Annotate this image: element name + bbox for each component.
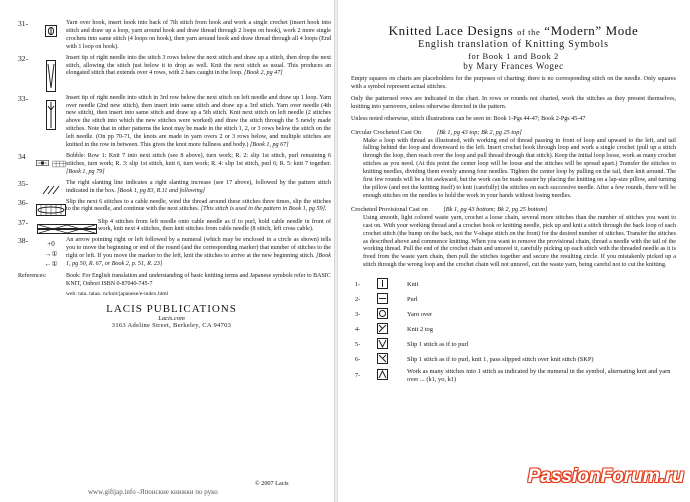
entry-reference: [This stitch is used in the pattern in Book 1, pg 59]. (200, 206, 327, 213)
entry-number: 37- (18, 217, 29, 227)
symbol-entry-36 (18, 199, 331, 216)
publisher-site: Lacis.com (158, 314, 185, 322)
symbol-entry-33 (18, 95, 331, 150)
entry-text: Slip the next 6 stitches to a cable needle, wind the thread around these stitches three times, slip the stitches to the right needle, and continue with the next stitches. (66, 198, 331, 213)
move-marker-plus-zero: +0 (47, 240, 55, 249)
book-title (351, 24, 676, 39)
entry-number: 35- (18, 178, 29, 188)
symbol-row-increase (351, 368, 676, 384)
right-page (337, 0, 690, 502)
section-title: Circular Crocheted Cast On (351, 128, 422, 136)
intro-paragraph-3: Unless noted otherwise, stitch illustrations can be seen in: Book 1-Pgs 44-47; Book 2-Pgs 45-47 (351, 115, 586, 122)
symbol-entry-32 (18, 55, 331, 92)
section-reference: [Bk 1, pg 43 top; Bk 2, pg 25 top] (436, 128, 522, 136)
section-title: Crocheted Provisional Cast on (351, 205, 428, 213)
references (18, 273, 331, 289)
knot-stitch-symbol-icon (36, 95, 66, 130)
references-label: References: (18, 273, 47, 280)
entry-reference: [Book 1, pg 67] (249, 142, 289, 149)
left-page (0, 0, 337, 502)
symbol-row-knit-2-tog (351, 323, 676, 336)
knit-symbol-icon (377, 278, 407, 291)
symbol-label: Knit (407, 280, 419, 288)
entry-text: The right slanting line indicates a right slanting increase (see 17 above), followed by the pattern stitch indicated in the box. (66, 179, 331, 194)
entry-number: 34 (18, 151, 26, 161)
symbol-label: Work as many stitches into 1 stitch as indicated by the numeral in the symbol, alternating knit and yarn over ... (k1, yo, k1) (407, 368, 671, 383)
section-text-provisional-cast-on: Using smooth, light colored waste yarn, crochet a loose chain, several more stitches than the number of stitches you want to cast on. With your working thread and a crochet hook or knitting needle, pick up and knit a stitch through the back loop of each crochet stitch (the bump on the back, not the V-shape stitch on the front) for the desired number of stitches. Transfer the stitches as described above and commence knitting. When you want to remove the provisional chain, thread a needle with the tail of the working thread. Pull the end of the crochet chain and unravel it, carefully picking up each stitch with the threaded needle as it is freed from the waste yarn chain, then pull the stitches together and secure the resulting circle. If you mistakenly picked up a stitch through the wrong loop and the crochet chain will not unravel, cut the waste yarn, being careful not to cut the knitting. (363, 214, 676, 269)
publisher-address: 3163 Adeline Street, Berkeley, CA 94703 (111, 321, 232, 329)
subtitle-books: for Book 1 and Book 2 (468, 51, 559, 61)
knit-2-tog-symbol-icon (377, 323, 407, 336)
entry-reference: [Book 1, pg 50, R. 67, or Book 2, p. 51, R. 23] (66, 253, 331, 268)
intro-paragraph-2: Only the patterned rows are indicated in the chart. In rows or rounds not charted, work the stitches as they present themselves, knitting into yarnovers, unless otherwise directed in the pattern. (351, 95, 676, 110)
symbol-label: Slip 1 stitch as if to purl, knit 1, pass slipped stitch over knit stitch (SKP) (407, 355, 594, 363)
slip-stitch-symbol-icon (377, 338, 407, 351)
symbol-entry-31 (18, 20, 331, 52)
title-of: of the (517, 27, 541, 37)
section-heading-provisional-cast-on (351, 206, 676, 214)
symbol-row-purl (351, 293, 676, 306)
symbol-label: Knit 2 tog (407, 325, 433, 333)
right-arrow-one-icon: →① (44, 250, 58, 259)
section-text-circular-cast-on: Make a loop with thread as illustrated, with working end of thread passing in front of loop and upward to the left, and tail falling behind the loop and downward to the left. Insert crochet hook through loop and work a single crochet (pull up a stitch through the loop, then reach over the loop and pull thread through that stitch). Keep the initial loop loose, work as many crochet stitches as you need. (At this point the center loop will be loose and the stitches will be spread apart.) Transfer the stitches to knitting needles, dividing them evenly among four needles. Tighten the center loop by pulling on the tail, then knit around. The first few rounds will be a bit awkward, but the work can be made easier by placing the knitting on a lap-size pillow, and turning the pillow (and not the knitting itself) to knit (carefully) the stitches on each successive needle. After a few rounds, there will be enough stitches on the needles to hold the work in your hands without losing needles. (363, 137, 676, 199)
title-part-a: Knitted Lace Designs (388, 23, 514, 38)
entry-text: Yarn over hook, insert hook into back of 7th stitch from hook and work a single crochet (insert hook into stitch and draw up a loop, yarn around hook and draw thread through 2 loops on hook), work 2 more single crochets into same stitch (4 loops on hook), then yarn around hook and draw thread through all 4 loops (End with 1 loop on hook). (66, 20, 331, 50)
entry-number: 31- (18, 19, 29, 28)
purl-symbol-icon (377, 293, 407, 306)
left-cross-cable-icon (36, 219, 98, 234)
multiple-increase-symbol-icon (377, 369, 407, 382)
symbol-number: 3- (355, 311, 361, 319)
references-text: Book: For English translation and understanding of basic knitting terms and Japanese symbols refer to BASIC KNIT, Onbori ISBN 0-87040-745-7 (66, 273, 331, 288)
symbol-label: Yarn over (407, 310, 433, 318)
entry-reference: [Book 1, pg 83, R.11 and following] (117, 187, 206, 194)
entry-reference: [Book 2, pg 47] (244, 70, 283, 77)
web-reference: web: tata. tataa. ru/knit/japanese/e-index.html (66, 290, 169, 297)
symbol-entry-34 (18, 153, 331, 177)
symbol-entry-38 (18, 237, 331, 269)
move-marker-arrows (36, 237, 66, 269)
publisher-name: LACIS PUBLICATIONS (106, 302, 237, 315)
symbol-row-yarn-over (351, 308, 676, 321)
yarn-over-symbol-icon (377, 308, 407, 321)
symbol-row-knit (351, 278, 676, 291)
entry-text: Insert tip of right needle into stitch in 3rd row below the next stitch on left needle and draw up 1 loop. Yarn over needle (2nd new stitch), then insert into same stitch and draw up a 3rd stitch. Yarn over needle (4th new stitch), then insert into same stitch and draw up a 5th stitch. Knit next stitch on left needle (2 stitches above the stitch into which the new stitches were worked) and draw the stitch through the 5 newly made stitches. Note that in other patterns the knot may be made in the stitch 1, 2, or 3 rows below the stitch on the left needle. (On pp 70-71, the knots are made in yarn overs 2 or 3 rows below, and multiple stitches are knitted in the row in between. This gives the knot more fullness and body.) (66, 94, 331, 149)
elongated-stitch-symbol-icon (36, 55, 66, 92)
entry-text: Insert tip of right needle into the stitch 3 rows below the next stitch and draw up a stitch, then drop the next stitch, allowing the stitch just below it to drop as well. Knit the next stitch as usual. This produces an elongated stitch that extends over 4 rows, with 2 bars caught in the loop. (66, 54, 331, 77)
entry-number: 38- (18, 236, 29, 246)
symbol-number: 7- (355, 372, 361, 380)
title-part-b: “Modern” Mode (544, 23, 639, 38)
symbol-number: 1- (355, 281, 361, 289)
entry-number: 33- (18, 93, 29, 103)
subtitle: English translation of Knitting Symbols (418, 39, 609, 50)
entry-number: 36- (18, 197, 29, 207)
entry-text: Slip 4 stitches from left needle onto cable needle as if to purl, hold cable needle in front of work, knit next 4 stitches, then knit stitches from cable needle (8 stitch, left cross cable). (98, 218, 331, 233)
symbol-entry-37 (18, 219, 331, 235)
skp-symbol-icon (377, 353, 407, 366)
entry-number: 32- (18, 53, 29, 63)
right-slanting-increase-icon (36, 180, 66, 195)
footer-url: www.giftjap.info -Японские книжки по руко (88, 488, 218, 496)
symbol-row-slip (351, 338, 676, 351)
symbol-number: 4- (355, 326, 361, 334)
copyright: © 2007 Lacis (255, 480, 289, 487)
wrapped-stitches-symbol-icon (36, 199, 66, 216)
left-arrow-one-icon: ←① (44, 260, 58, 269)
bobble-crochet-symbol-icon (36, 20, 66, 37)
publisher-block (18, 303, 331, 329)
entry-text: Bobble: Row 1: Knit 7 into next stitch (see 8 above), turn work; R. 2: slip 1st stitch, purl remaining 6 stitches, turn work; R. 3: slip 1st stitch, knit 6, turn work; R. 4: slip 1st stitch, purl 6; R. 5: knit 7 together. (66, 152, 331, 167)
entry-text: An arrow pointing right or left followed by a numeral (which may be enclosed in a circle as shown) tells you to move the beginning or end of the round (and the corresponding marker) that number of stitches to the right or left. If you move the marker to the left, knit the stitches to arrive at the new beginning stitch. (66, 237, 331, 260)
section-reference: [Bk 1, pg 43 bottom; Bk 2, pg 25 bottom] (443, 205, 548, 213)
symbol-label: Purl (407, 295, 418, 303)
entry-reference: [Book 1, pg 79] (66, 168, 105, 175)
symbol-row-skp (351, 353, 676, 366)
author: by Mary Frances Wogec (463, 61, 564, 71)
symbol-label: Slip 1 stitch as if to purl (407, 340, 469, 348)
bobble-symbol-icon (36, 153, 66, 170)
watermark: PassionForum.ru (527, 466, 684, 487)
section-heading-circular-cast-on (351, 129, 676, 137)
intro-paragraph-1: Empty squares on charts are placeholders for the purposes of charting; there is no corresponding stitch on the needle. Only squares with a symbol represent actual stitches. (351, 76, 676, 90)
symbol-key-list (351, 278, 676, 384)
symbol-number: 6- (355, 356, 361, 364)
symbol-number: 2- (355, 296, 361, 304)
symbol-number: 5- (355, 341, 361, 349)
symbol-entry-35 (18, 180, 331, 196)
